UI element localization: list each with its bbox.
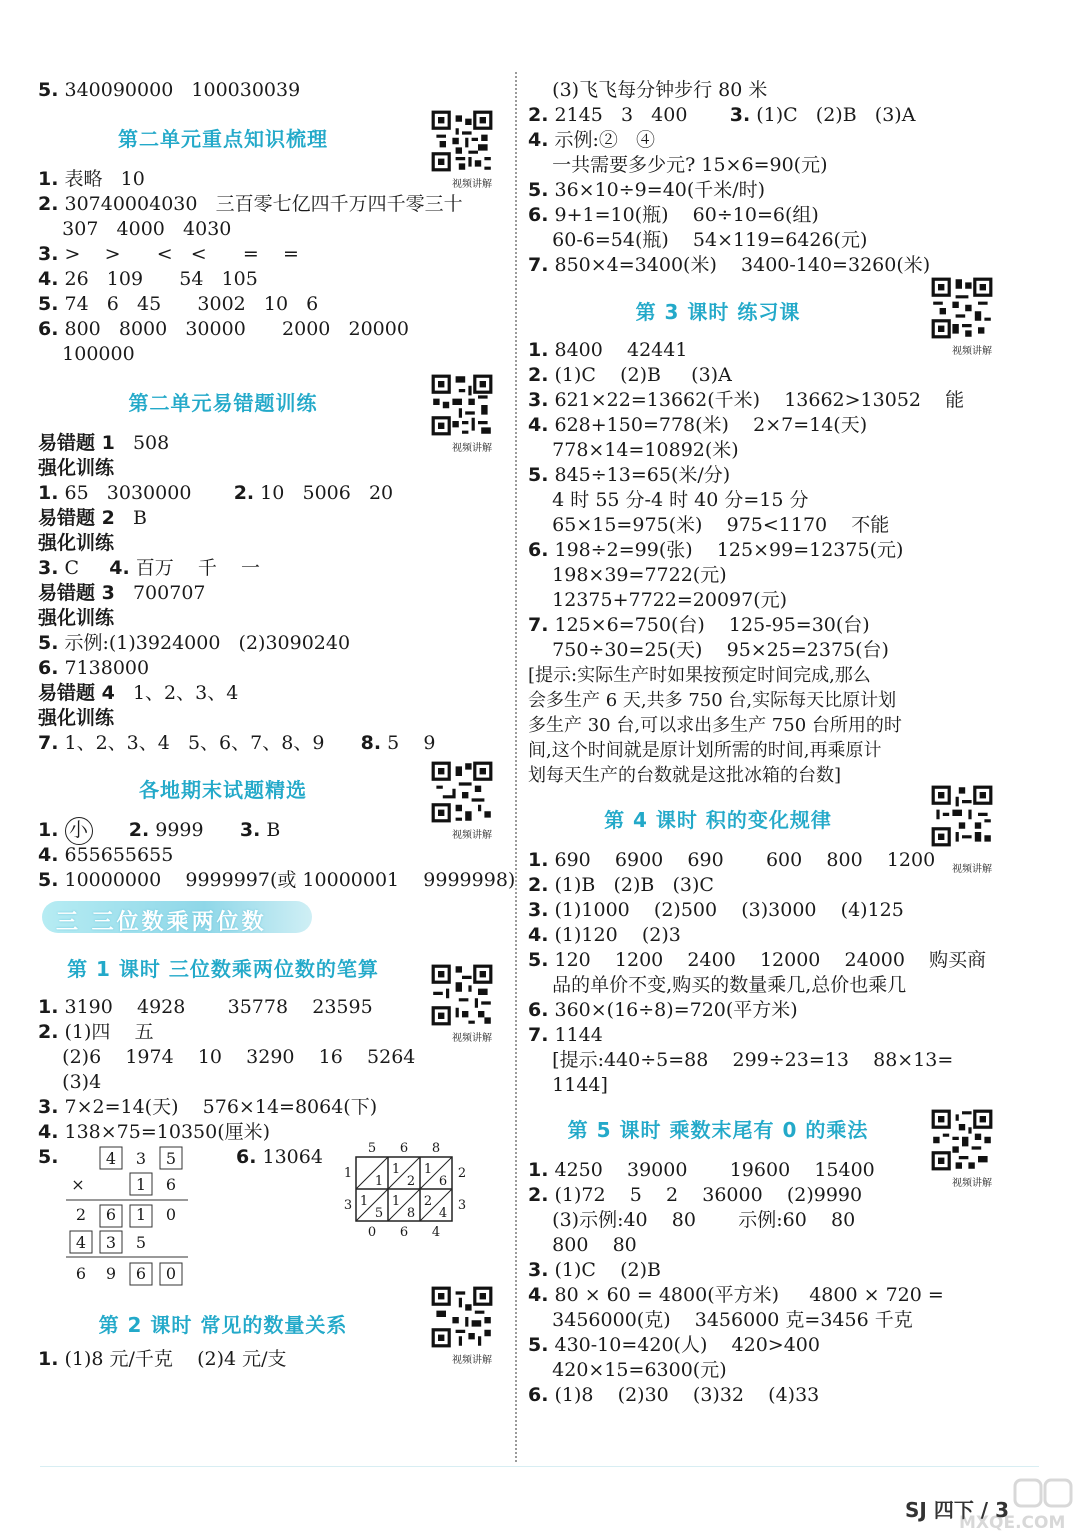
svg-text:2: 2 (457, 1166, 467, 1181)
svg-text:6: 6 (165, 1175, 177, 1194)
answer-line: 5. 430-10=420(人) 420>400 (528, 1334, 820, 1356)
answer-line: 7. 1144 (528, 1024, 603, 1046)
qr-caption: 视频讲解 (952, 346, 992, 357)
svg-text:5: 5 (374, 1206, 384, 1221)
qr-code-icon[interactable] (930, 784, 994, 848)
svg-text:2: 2 (406, 1174, 416, 1189)
svg-text:5: 5 (165, 1149, 177, 1168)
answer-line: 2. (1)四 五 (38, 1021, 154, 1043)
answer-line: 6. 7138000 (38, 657, 150, 679)
svg-text:4: 4 (438, 1206, 448, 1221)
answer-line: 5. 120 1200 2400 12000 24000 购买商 (528, 949, 987, 971)
section-title: 第 4 课时 积的变化规律 (604, 808, 832, 832)
answer-line: 1144] (528, 1074, 608, 1096)
answer-line: 5. 示例:(1)3924000 (2)3090240 (38, 632, 351, 654)
section-title: 第二单元重点知识梳理 (118, 127, 328, 151)
svg-text:1: 1 (359, 1194, 369, 1209)
svg-text:1: 1 (343, 1166, 353, 1181)
answer-line: 6. 360×(16÷8)=720(平方米) (528, 999, 798, 1021)
answer-line: 750÷30=25(天) 95×25=2375(台) (528, 639, 889, 661)
answer-line: 1. 3190 4928 35778 23595 (38, 996, 373, 1018)
answer-line: 4. 628+150=778(米) 2×7=14(天) (528, 414, 868, 436)
svg-text:6: 6 (135, 1264, 147, 1283)
answer-line: 778×14=10892(米) (528, 439, 739, 461)
svg-text:8: 8 (431, 1141, 441, 1156)
answer-line: 65×15=975(米) 975<1170 不能 (528, 514, 890, 536)
multiplication-figures (38, 1141, 498, 1295)
svg-text:4: 4 (105, 1149, 117, 1168)
watermark-logo (955, 1478, 1075, 1534)
svg-text:3: 3 (135, 1149, 147, 1168)
svg-text:1: 1 (391, 1194, 401, 1209)
answer-line: 12375+7722=20097(元) (528, 589, 788, 611)
answer-line: 4. 138×75=10350(厘米) (38, 1121, 271, 1143)
qr-code-icon[interactable] (930, 276, 994, 340)
lattice-multiplication (334, 1139, 474, 1259)
answer-line: 800 80 (528, 1234, 637, 1256)
svg-text:3: 3 (343, 1198, 353, 1213)
answer-line: 2. 2145 3 400 3. (1)C (2)B (3)A (528, 104, 916, 126)
right-column (528, 78, 998, 1408)
answer-line: 4 时 55 分-4 时 40 分=15 分 (528, 489, 809, 511)
qr-caption: 视频讲解 (452, 443, 492, 454)
hint-line: 划每天生产的台数就是这批冰箱的台数] (528, 765, 842, 786)
answer-line: 6. 9+1=10(瓶) 60÷10=6(组) (528, 204, 819, 226)
answer-line: 2. (1)B (2)B (3)C (528, 874, 714, 896)
section-title: 第 1 课时 三位数乘两位数的笔算 (67, 957, 379, 981)
answer-line: 100000 (38, 343, 135, 365)
svg-text:×: × (71, 1175, 85, 1194)
answer-line: 3. (1)C (2)B (528, 1259, 661, 1281)
answer-line: 1. 表略 10 (38, 168, 145, 190)
answer-line: 1. 4250 39000 19600 15400 (528, 1159, 875, 1181)
answer-line: 4. 80 × 60 = 4800(平方米) 4800 × 720 = (528, 1284, 944, 1306)
answer-line: (3)飞飞每分钟步行 80 米 (528, 79, 768, 101)
answer-line: 7. 1、2、3、4 5、6、7、8、9 8. 5 9 (38, 732, 436, 754)
answer-line: 420×15=6300(元) (528, 1359, 727, 1381)
answer-line: 1. 690 6900 690 600 800 1200 (528, 849, 936, 871)
circled-answer: 小 (65, 817, 93, 845)
svg-text:1: 1 (374, 1174, 384, 1189)
answer-line: 4. 655655655 (38, 844, 174, 866)
answer-line: (3)4 (38, 1071, 102, 1093)
svg-text:8: 8 (406, 1206, 416, 1221)
answer-line: 6. (1)8 (2)30 (3)32 (4)33 (528, 1384, 820, 1406)
answer-line: 5. 340090000 100030039 (38, 79, 301, 101)
answer-line: 易错题 2 B (38, 507, 147, 529)
qr-code-icon[interactable] (430, 373, 494, 437)
qr-caption: 视频讲解 (452, 830, 492, 841)
section-title: 第 3 课时 练习课 (635, 300, 801, 324)
svg-text:2: 2 (423, 1194, 433, 1209)
answer-line: 3. 621×22=13662(千米) 13662>13052 能 (528, 389, 965, 411)
hint-line: 多生产 30 台,可以求出多生产 750 台所用的时 (528, 715, 902, 736)
svg-text:1: 1 (135, 1205, 147, 1224)
section-title: 各地期末试题精选 (139, 778, 307, 802)
answer-line: 1. 65 3030000 2. 10 5006 20 (38, 482, 394, 504)
svg-text:6: 6 (399, 1225, 409, 1240)
answer-line: 198×39=7722(元) (528, 564, 727, 586)
svg-text:6: 6 (105, 1205, 117, 1224)
answer-line: 4. (1)120 (2)3 (528, 924, 681, 946)
qr-code-icon[interactable] (430, 109, 494, 173)
svg-text:1: 1 (423, 1162, 433, 1177)
answer-line: 6. 13064 (236, 1146, 323, 1168)
answer-line: 5. 74 6 45 3002 10 6 (38, 293, 319, 315)
svg-text:9: 9 (105, 1264, 117, 1283)
answer-line: 3. C 4. 百万 千 一 (38, 557, 261, 579)
svg-text:6: 6 (438, 1174, 448, 1189)
svg-text:6: 6 (399, 1141, 409, 1156)
hint-line: 会多生产 6 天,共多 750 台,实际每天比原计划 (528, 690, 897, 711)
qr-code-icon[interactable] (430, 760, 494, 824)
answer-line: 品的单价不变,购买的数量乘几,总价也乘几 (528, 974, 907, 996)
answer-line: 5. (38, 1146, 59, 1168)
section-title: 第 5 课时 乘数末尾有 0 的乘法 (567, 1118, 869, 1142)
svg-text:1: 1 (135, 1175, 147, 1194)
answer-line: 1. (1)8 元/千克 (2)4 元/支 (38, 1348, 287, 1370)
svg-text:1: 1 (391, 1162, 401, 1177)
answer-line: (2)6 1974 10 3290 16 5264 (38, 1046, 416, 1068)
answer-line: 易错题 3 700707 (38, 582, 206, 604)
qr-caption: 视频讲解 (452, 179, 492, 190)
answer-line: 4. 示例:② ④ (528, 129, 656, 151)
unit-banner-text: 三 三位数乘两位数 (56, 910, 267, 935)
answer-line: 强化训练 (38, 607, 115, 629)
answer-line: 2. 30740004030 三百零七亿四千万四千零三十 (38, 193, 463, 215)
answer-line: (3)示例:40 80 示例:60 80 (528, 1209, 856, 1231)
svg-text:3: 3 (105, 1233, 117, 1252)
answer-line: 强化训练 (38, 532, 115, 554)
answer-line: 强化训练 (38, 457, 115, 479)
qr-code-icon[interactable] (430, 1285, 494, 1349)
answer-line: 一共需要多少元? 15×6=90(元) (528, 154, 828, 176)
hint-line: 间,这个时间就是原计划所需的时间,再乘原计 (528, 740, 882, 761)
answer-line: 7. 850×4=3400(米) 3400-140=3260(米) (528, 254, 931, 276)
answer-line: 5. 10000000 9999997(或 10000001 9999998) (38, 869, 516, 891)
answer-line: 7. 125×6=750(台) 125-95=30(台) (528, 614, 870, 636)
answer-line: 1. 8400 42441 (528, 339, 688, 361)
svg-text:4: 4 (431, 1225, 441, 1240)
section-title: 第 2 课时 常见的数量关系 (98, 1313, 348, 1337)
svg-text:0: 0 (367, 1225, 377, 1240)
answer-line: 2. (1)C (2)B (3)A (528, 364, 732, 386)
column-divider (515, 72, 517, 1462)
answer-line: 5. 36×10÷9=40(千米/时) (528, 179, 766, 201)
answer-line: 3. (1)1000 (2)500 (3)3000 (4)125 (528, 899, 904, 921)
svg-text:5: 5 (135, 1233, 147, 1252)
section-title: 第二单元易错题训练 (128, 391, 318, 415)
svg-text:2: 2 (75, 1205, 87, 1224)
qr-caption: 视频讲解 (952, 864, 992, 875)
svg-text:MXQE.COM: MXQE.COM (959, 1513, 1066, 1533)
answer-line: 6. 198÷2=99(张) 125×99=12375(元) (528, 539, 904, 561)
answer-line: 3. > > < < = = (38, 243, 299, 265)
svg-text:6: 6 (75, 1264, 87, 1283)
svg-text:4: 4 (75, 1233, 87, 1252)
unit-banner (38, 897, 498, 937)
answer-line: [提示:440÷5=88 299÷23=13 88×13= (528, 1049, 954, 1071)
svg-text:0: 0 (165, 1264, 177, 1283)
answer-line: 5. 845÷13=65(米/分) (528, 464, 731, 486)
svg-text:5: 5 (367, 1141, 377, 1156)
hint-line: [提示:实际生产时如果按预定时间完成,那么 (528, 665, 871, 686)
answer-line: 4. 26 109 54 105 (38, 268, 258, 290)
vertical-multiplication (60, 1145, 190, 1295)
footer-rule (40, 1466, 1039, 1467)
qr-caption: 视频讲解 (452, 1033, 492, 1044)
answer-line: 3456000(克) 3456000 克=3456 千克 (528, 1309, 913, 1331)
svg-text:0: 0 (165, 1205, 177, 1224)
answer-line: 1. 小 2. 9999 3. B (38, 818, 498, 843)
answer-line: 强化训练 (38, 707, 115, 729)
left-column (38, 78, 516, 1372)
answer-line: 2. (1)72 5 2 36000 (2)9990 (528, 1184, 863, 1206)
qr-caption: 视频讲解 (452, 1355, 492, 1366)
answer-line: 6. 800 8000 30000 2000 20000 (38, 318, 409, 340)
page-footer: SJ 四下 / 3 (905, 1498, 1009, 1522)
answer-line: 307 4000 4030 (38, 218, 232, 240)
answer-line: 易错题 4 1、2、3、4 (38, 682, 239, 704)
hint-box (528, 663, 998, 788)
answer-line: 易错题 1 508 (38, 432, 170, 454)
answer-line: 60-6=54(瓶) 54×119=6426(元) (528, 229, 868, 251)
qr-caption: 视频讲解 (952, 1178, 992, 1189)
answer-line: 3. 7×2=14(天) 576×14=8064(下) (38, 1096, 378, 1118)
svg-text:3: 3 (457, 1198, 467, 1213)
